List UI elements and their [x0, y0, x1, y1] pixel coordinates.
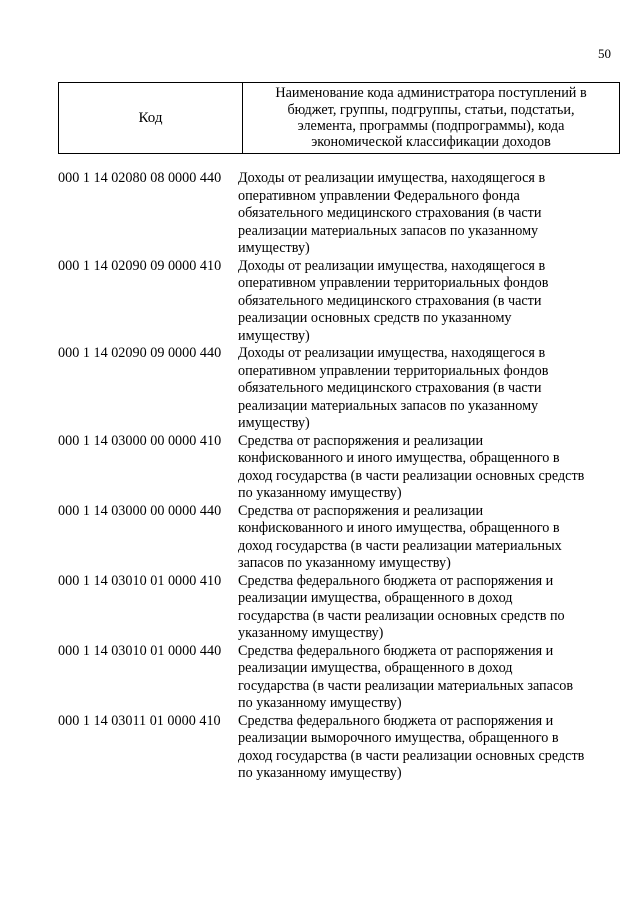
- row-description: Доходы от реализации имущества, находящегося в оперативном управлении территориальных фондов обязательного медицинского страхования (в части реализации основных средств по указанному имуществу): [238, 257, 549, 344]
- table-row: [58, 573, 618, 643]
- row-code: 000 1 14 02080 08 0000 440: [58, 170, 222, 186]
- table-row: [58, 345, 618, 433]
- row-code: 000 1 14 03010 01 0000 410: [58, 572, 222, 589]
- table-row: [58, 643, 618, 713]
- row-description: Средства от распоряжения и реализации конфискованного и иного имущества, обращенного в доход государства (в части реализации основных средств по указанному имуществу): [238, 432, 585, 501]
- row-description: Средства федерального бюджета от распоряжения и реализации имущества, обращенного в доход государства (в части реализации материальных запасов по указанному имуществу): [238, 642, 574, 711]
- row-description: Средства от распоряжения и реализации конфискованного и иного имущества, обращенного в доход государства (в части реализации материальных запасов по указанному имуществу): [238, 502, 562, 571]
- row-code: 000 1 14 02090 09 0000 440: [58, 345, 222, 361]
- table-row: [58, 170, 618, 258]
- row-code: 000 1 14 03000 00 0000 440: [58, 502, 222, 519]
- row-description: Средства федерального бюджета от распоряжения и реализации имущества, обращенного в доход государства (в части реализации основных средств по указанному имуществу): [238, 572, 565, 641]
- page-number: 50: [598, 46, 611, 61]
- row-code: 000 1 14 02090 09 0000 410: [58, 257, 222, 274]
- classification-list: [58, 170, 618, 783]
- row-code: 000 1 14 03000 00 0000 410: [58, 432, 222, 449]
- table-row: [58, 258, 618, 346]
- header-description-label: Наименование кода администратора поступлений в бюджет, группы, подгруппы, статьи, подстатьи, элемента, программы (подпрограммы), кода экономической классификации доходов: [275, 85, 587, 151]
- table-header: [58, 82, 620, 154]
- header-code-label: Код: [59, 83, 243, 153]
- table-row: [58, 713, 618, 783]
- row-description: Средства федерального бюджета от распоряжения и реализации выморочного имущества, обращенного в доход государства (в части реализации основных средств по указанному имуществу): [238, 712, 585, 781]
- row-description: Доходы от реализации имущества, находящегося в оперативном управлении Федерального фонда обязательного медицинского страхования (в части реализации материальных запасов по указанному имуществу): [238, 170, 546, 256]
- row-code: 000 1 14 03011 01 0000 410: [58, 712, 221, 729]
- row-description: Доходы от реализации имущества, находящегося в оперативном управлении территориальных фондов обязательного медицинского страхования (в части реализации материальных запасов по указанному имуществу): [238, 345, 549, 431]
- table-row: [58, 433, 618, 503]
- row-code: 000 1 14 03010 01 0000 440: [58, 642, 222, 659]
- table-row: [58, 503, 618, 573]
